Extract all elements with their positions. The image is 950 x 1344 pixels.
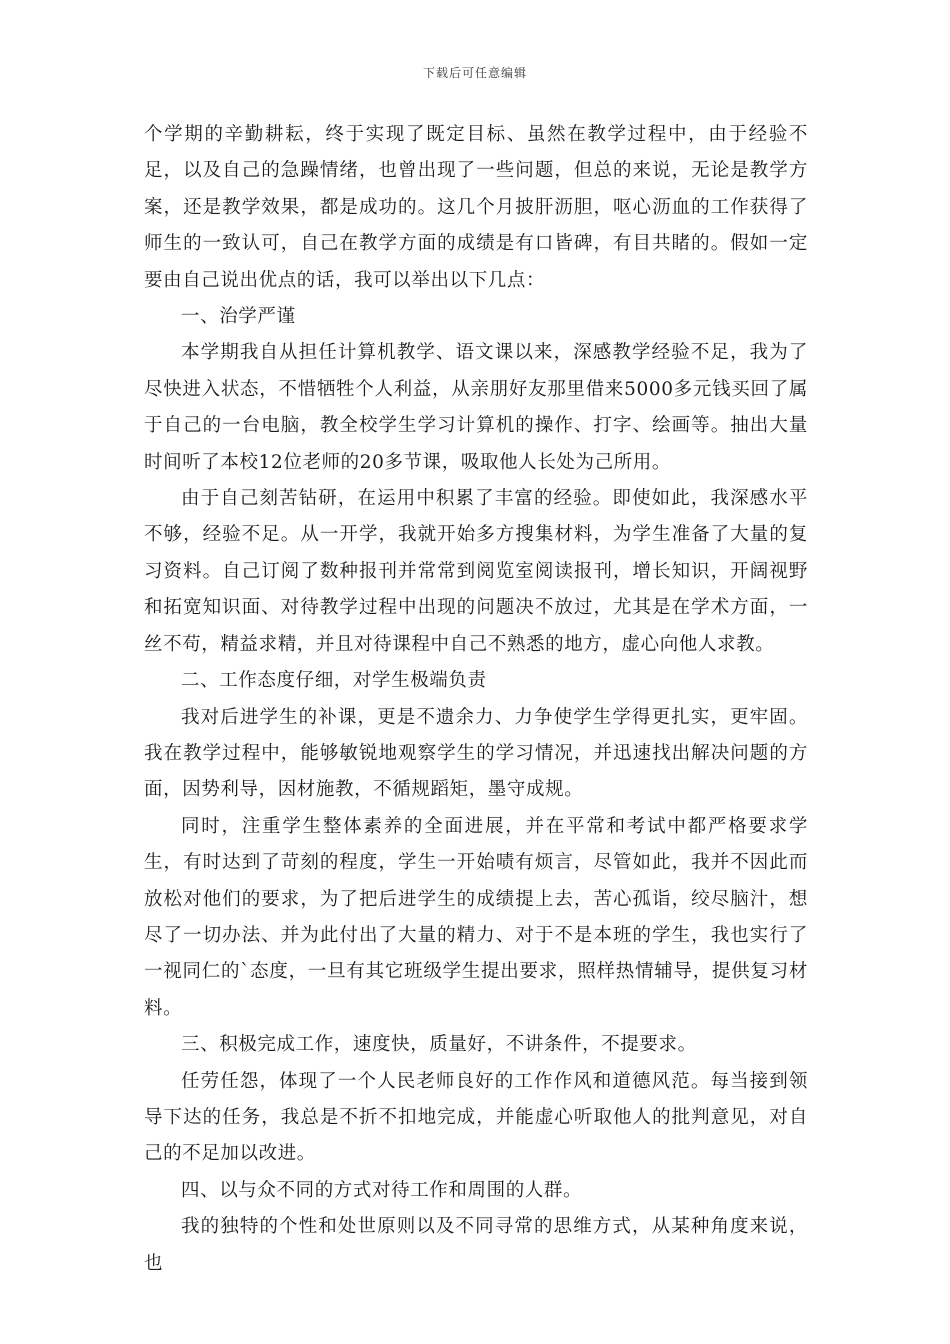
section-heading-4: 四、以与众不同的方式对待工作和周围的人群。: [181, 1179, 583, 1201]
document-body: [144, 117, 808, 1282]
section-heading-2: 二、工作态度仔细，对学生极端负责: [181, 670, 487, 692]
paragraph-body: 同时，注重学生整体素养的全面进展，并在平常和考试中都严格要求学生，有时达到了苛刻的程度，学生一开始啧有烦言，尽管如此，我并不因此而放松对他们的要求，为了把后进学生的成绩提上去，苦心孤诣，绞尽脑汁，想尽了一切办法、并为此付出了大量的精力、对于不是本班的学生，我也实行了一视同仁的`态度，一旦有其它班级学生提出要求，照样热情辅导，提供复习材料。: [144, 815, 808, 1019]
paragraph-intro-continuation: 个学期的辛勤耕耘，终于实现了既定目标、虽然在教学过程中，由于经验不足，以及自己的急躁情绪，也曾出现了一些问题，但总的来说，无论是教学方案，还是教学效果，都是成功的。这几个月披肝沥胆，呕心沥血的工作获得了师生的一致认可，自己在教学方面的成绩是有口皆碑，有目共睹的。假如一定要由自己说出优点的话，我可以举出以下几点：: [144, 124, 808, 291]
paragraph-body: 任劳任怨，体现了一个人民老师良好的工作作风和道德风范。每当接到领导下达的任务，我总是不折不扣地完成，并能虚心听取他人的批判意见，对自己的不足加以改进。: [144, 1070, 808, 1165]
paragraph-body: 我对后进学生的补课，更是不遗余力、力争使学生学得更扎实，更牢固。我在教学过程中，能够敏锐地观察学生的学习情况，并迅速找出解决问题的方面，因势利导，因材施教，不循规蹈矩，墨守成规。: [144, 706, 808, 801]
section-heading-3: 三、积极完成工作，速度快，质量好，不讲条件，不提要求。: [181, 1034, 697, 1056]
paragraph-body: 由于自己刻苦钻研，在运用中积累了丰富的经验。即使如此，我深感水平不够，经验不足。从一开学，我就开始多方搜集材料，为学生准备了大量的复习资料。自己订阅了数种报刊并常常到阅览室阅读报刊，增长知识，开阔视野和拓宽知识面、对待教学过程中出现的问题决不放过，尤其是在学术方面，一丝不苟，精益求精，并且对待课程中自己不熟悉的地方，虚心向他人求教。: [144, 488, 808, 655]
paragraph-body-truncated: 我的独特的个性和处世原则以及不同寻常的思维方式，从某种角度来说，也: [144, 1216, 808, 1274]
page-header-note: 下载后可任意编辑: [422, 66, 527, 80]
section-heading-1: 一、治学严谨: [181, 306, 296, 328]
paragraph-body: 本学期我自从担任计算机教学、语文课以来，深感教学经验不足，我为了尽快进入状态，不惜牺牲个人利益，从亲朋好友那里借来5000多元钱买回了属于自己的一台电脑，教全校学生学习计算机的操作、打字、绘画等。抽出大量时间听了本校12位老师的20多节课，吸取他人长处为己所用。: [144, 342, 808, 473]
